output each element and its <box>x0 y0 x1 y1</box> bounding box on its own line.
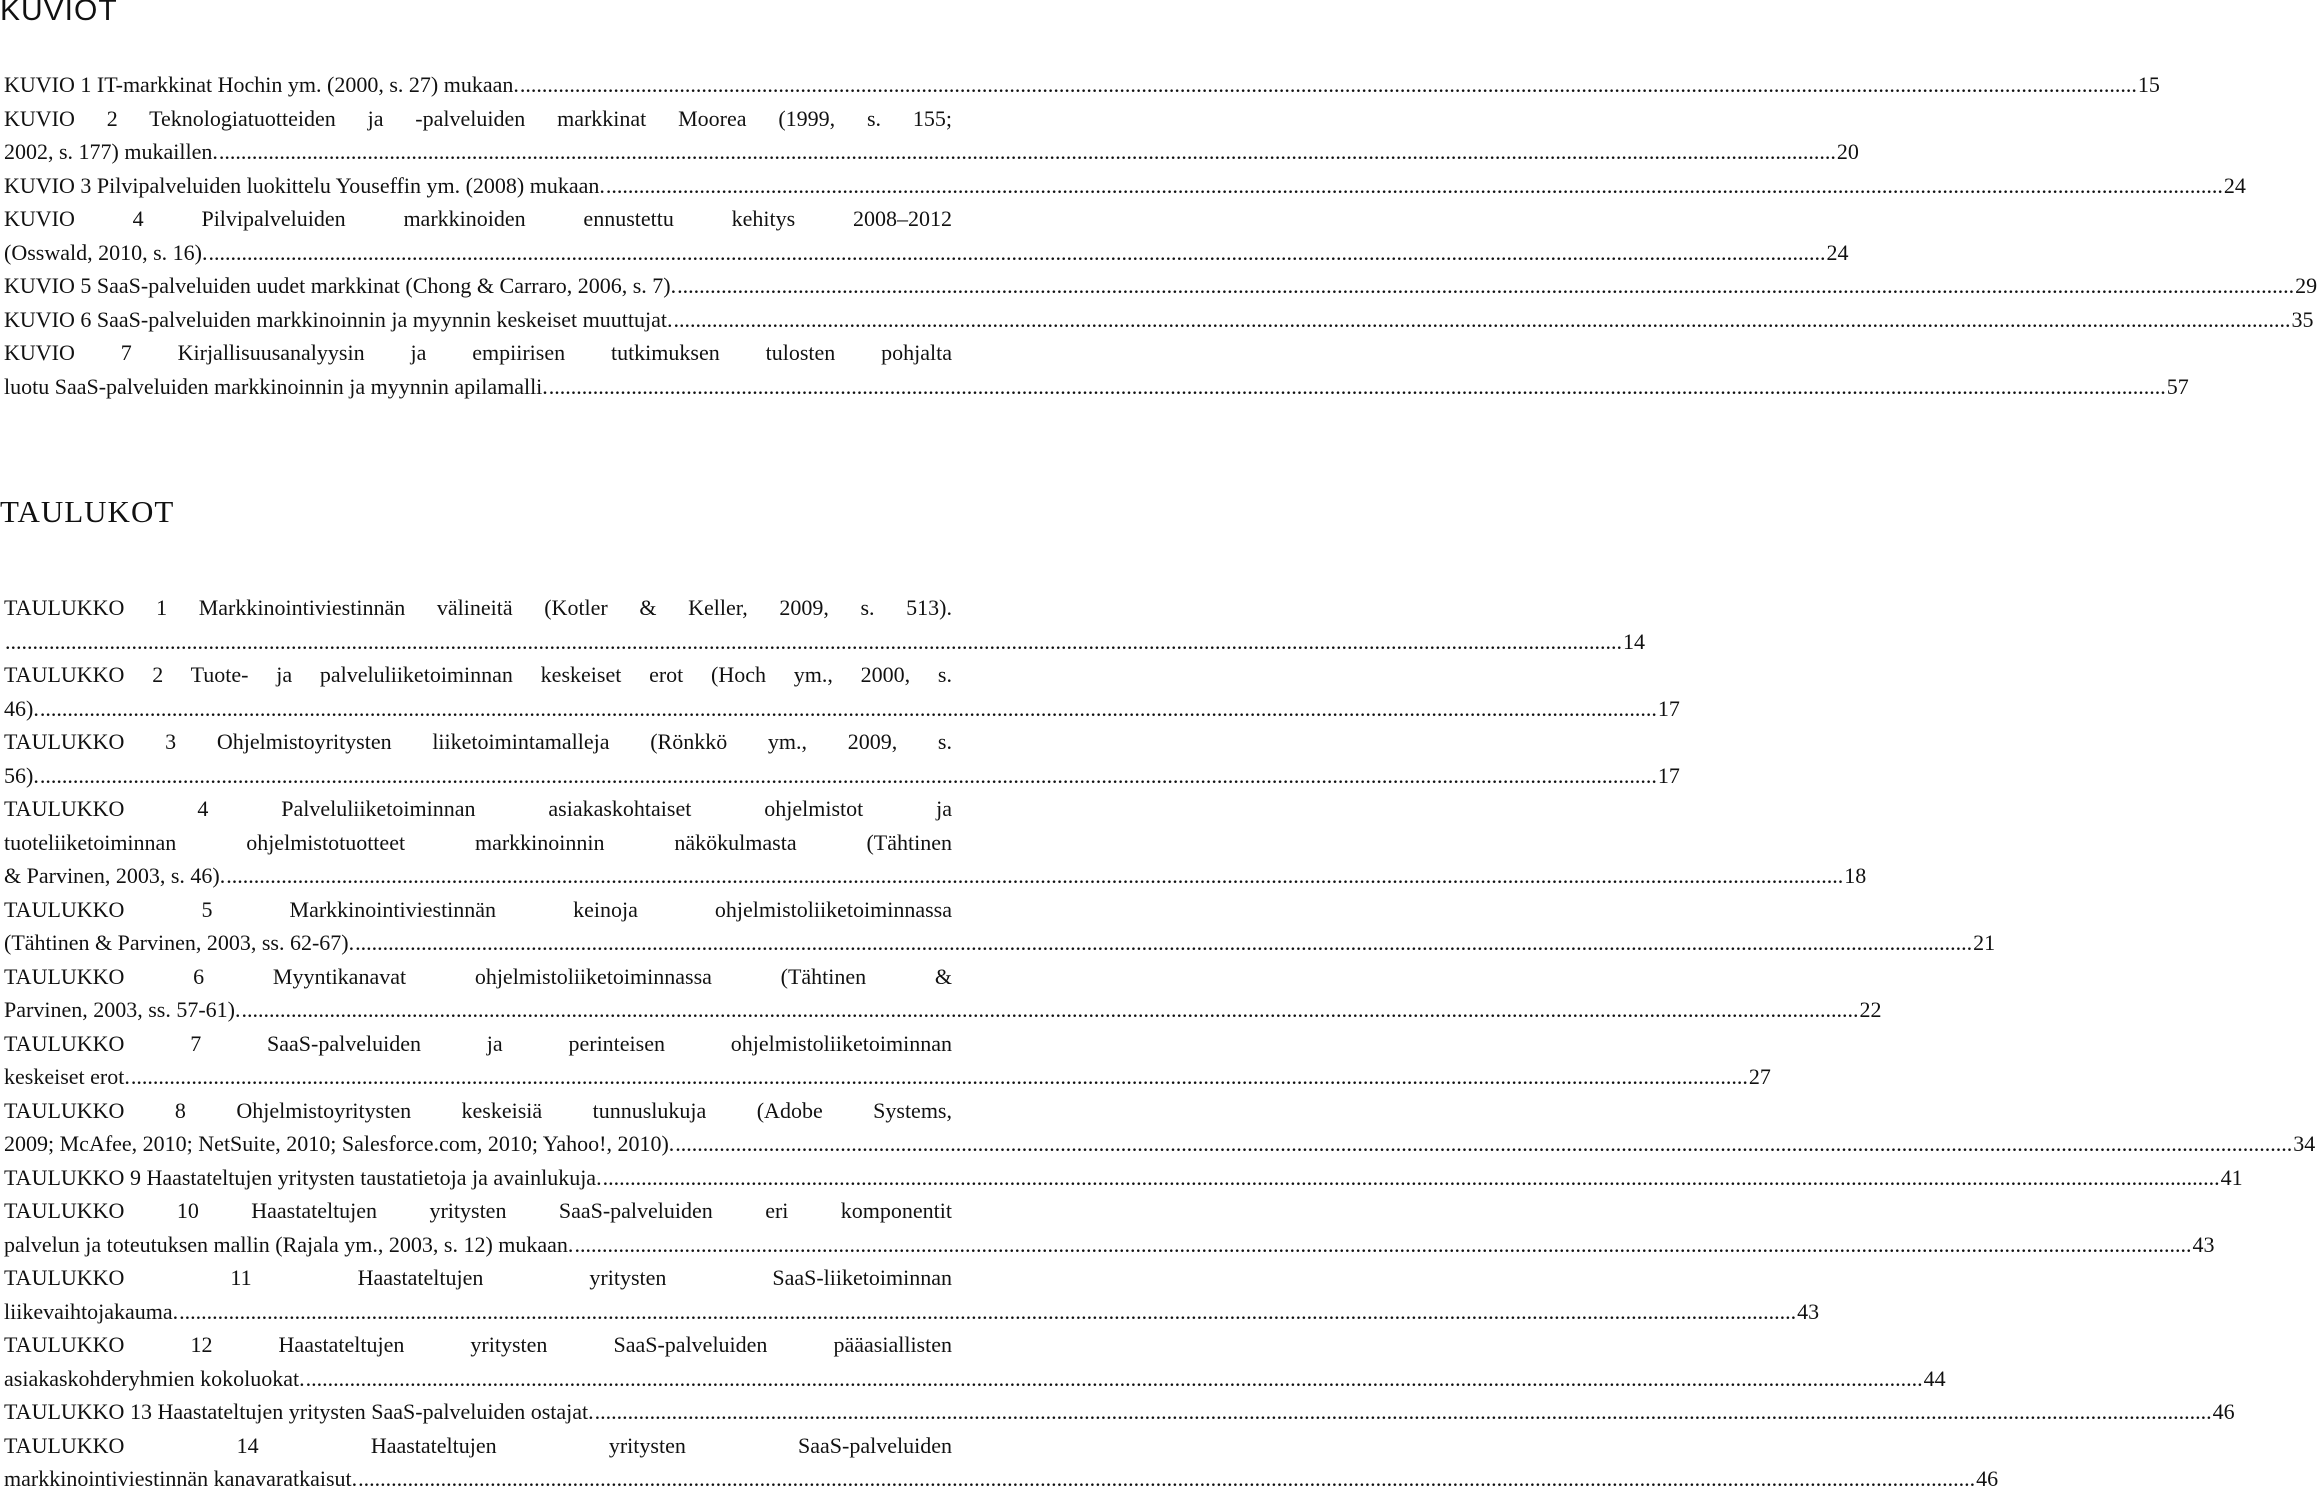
table-entry-title: keskeiset erot. <box>4 1064 130 1089</box>
figures-list <box>4 68 2317 403</box>
table-entry-title: palvelun ja toteutuksen mallin (Rajala ym., 2003, s. 12) mukaan. <box>4 1231 574 1257</box>
table-entry-page-number: 14 <box>1623 628 1645 654</box>
table-entry-title: Parvinen, 2003, ss. 57-61). <box>4 997 241 1022</box>
table-entry[interactable] <box>4 1328 1946 1395</box>
dot-leader <box>5 625 1622 659</box>
dot-leader <box>574 1228 2191 1262</box>
table-entry-title: (Tähtinen & Parvinen, 2003, ss. 62-67). <box>4 930 355 955</box>
figure-entry-title-line: KUVIO 7 Kirjallisuusanalyysin ja empiirisen tutkimuksen tulosten pohjalta <box>4 340 952 365</box>
table-entry-leader-line <box>4 1295 1820 1329</box>
table-entry-page-number: 17 <box>1657 695 1680 721</box>
table-entry-page-number: 41 <box>2220 1164 2243 1190</box>
dot-leader <box>677 269 2294 303</box>
figure-entry-page-number: 20 <box>1836 139 1859 164</box>
table-entry-page-number: 27 <box>1748 1064 1771 1089</box>
figure-entry-page-number: 57 <box>2166 373 2189 399</box>
table-entry[interactable] <box>4 725 1680 792</box>
table-entry-title: 46). <box>4 695 39 721</box>
figure-entry-page-number: 24 <box>2223 172 2246 198</box>
table-entry-page-number: 44 <box>1923 1365 1946 1391</box>
dot-leader <box>675 1127 2292 1161</box>
table-entry-title-line: TAULUKKO 11 Haastateltujen yritysten SaaS-liiketoiminnan <box>4 1265 952 1290</box>
figure-entry-page-number: 24 <box>1826 239 1849 265</box>
table-entry[interactable] <box>4 792 1867 893</box>
figure-entry[interactable] <box>4 169 2246 203</box>
table-entry-page-number: 17 <box>1657 762 1680 788</box>
dot-leader <box>355 926 1972 960</box>
dot-leader <box>209 236 1826 270</box>
dot-leader <box>358 1462 1975 1496</box>
figure-entry-leader-line <box>4 236 1849 270</box>
figure-entry-title: KUVIO 3 Pilvipalveluiden luokittelu Youseffin ym. (2008) mukaan. <box>4 172 605 198</box>
figure-entry[interactable] <box>4 303 2314 337</box>
dot-leader <box>306 1362 1923 1396</box>
dot-leader <box>595 1395 2212 1429</box>
table-entry-leader-line <box>4 625 1645 659</box>
table-entry-leader-line <box>4 1362 1946 1396</box>
table-entry-leader-line <box>4 926 1996 960</box>
table-entry-title-line: TAULUKKO 6 Myyntikanavat ohjelmistoliiketoiminnassa (Tähtinen & <box>4 963 952 989</box>
figure-entry[interactable] <box>4 336 2189 403</box>
figure-entry-page-number: 15 <box>2137 72 2160 97</box>
table-entry-leader-line <box>4 692 1680 726</box>
table-entry[interactable] <box>4 1261 1820 1328</box>
dot-leader <box>241 993 1858 1027</box>
table-entry-leader-line <box>4 1228 2215 1262</box>
figure-entry-title-line: KUVIO 4 Pilvipalveluiden markkinoiden ennustettu kehitys 2008–2012 <box>4 206 952 231</box>
dot-leader <box>603 1161 2220 1195</box>
table-entry-title: TAULUKKO 9 Haastateltujen yritysten taustatietoja ja avainlukuja. <box>4 1164 602 1190</box>
table-entry-page-number: 43 <box>2192 1231 2215 1257</box>
table-entry-title: liikevaihtojakauma. <box>4 1298 179 1324</box>
table-entry-title: asiakaskohderyhmien kokoluokat. <box>4 1365 305 1391</box>
table-entry-title-line: TAULUKKO 2 Tuote- ja palveluliiketoiminnan keskeiset erot (Hoch ym., 2000, s. <box>4 662 952 687</box>
table-entry[interactable] <box>4 658 1680 725</box>
table-entry-title-line: TAULUKKO 4 Palveluliiketoiminnan asiakaskohtaiset ohjelmistot ja <box>4 796 952 821</box>
table-entry-title-line: TAULUKKO 10 Haastateltujen yritysten SaaS-palveluiden eri komponentit <box>4 1198 952 1223</box>
figure-entry[interactable] <box>4 269 2317 303</box>
table-entry-title-line: TAULUKKO 5 Markkinointiviestinnän keinoja ohjelmistoliiketoiminnassa <box>4 896 952 922</box>
figure-entry-title: luotu SaaS-palveluiden markkinoinnin ja myynnin apilamalli. <box>4 373 548 399</box>
table-entry-leader-line <box>4 1161 2243 1195</box>
figure-entry-title: KUVIO 6 SaaS-palveluiden markkinoinnin ja myynnin keskeiset muuttujat. <box>4 306 673 332</box>
table-entry-leader-line <box>4 993 1882 1027</box>
table-entry-title-line: tuoteliiketoiminnan ohjelmistotuotteet markkinoinnin näkökulmasta (Tähtinen <box>4 829 952 855</box>
figure-entry-leader-line <box>4 370 2189 404</box>
figure-entry-title: KUVIO 1 IT-markkinat Hochin ym. (2000, s. 27) mukaan. <box>4 72 519 97</box>
table-entry[interactable] <box>4 1094 2316 1161</box>
figure-entry-page-number: 35 <box>2291 306 2314 332</box>
table-entry-leader-line <box>4 759 1680 793</box>
dot-leader <box>219 135 1836 169</box>
table-entry[interactable] <box>4 1027 1771 1094</box>
table-entry[interactable] <box>4 591 1645 658</box>
table-entry-leader-line <box>4 1462 1999 1496</box>
dot-leader <box>520 68 2137 102</box>
figure-entry-leader-line <box>4 269 2317 303</box>
table-entry-page-number: 22 <box>1859 997 1882 1022</box>
table-entry-page-number: 43 <box>1797 1298 1820 1324</box>
table-entry-title-line: TAULUKKO 1 Markkinointiviestinnän välineitä (Kotler & Keller, 2009, s. 513). <box>4 595 952 620</box>
figure-entry-leader-line <box>4 68 2160 102</box>
table-entry-page-number: 46 <box>1976 1466 1999 1491</box>
table-entry-page-number: 46 <box>2212 1399 2235 1424</box>
table-entry-title: TAULUKKO 13 Haastateltujen yritysten SaaS-palveluiden ostajat. <box>4 1399 594 1424</box>
figure-entry[interactable] <box>4 202 1849 269</box>
table-entry-title-line: TAULUKKO 7 SaaS-palveluiden ja perinteisen ohjelmistoliiketoiminnan <box>4 1030 952 1056</box>
dot-leader <box>226 859 1843 893</box>
table-entry-title-line: TAULUKKO 3 Ohjelmistoyritysten liiketoimintamalleja (Rönkkö ym., 2009, s. <box>4 729 952 754</box>
table-entry-page-number: 18 <box>1844 863 1867 888</box>
table-entry-title-line: TAULUKKO 12 Haastateltujen yritysten SaaS-palveluiden pääasiallisten <box>4 1332 952 1357</box>
figure-entry[interactable] <box>4 68 2160 102</box>
figure-entry-title: KUVIO 5 SaaS-palveluiden uudet markkinat (Chong & Carraro, 2006, s. 7). <box>4 273 677 298</box>
figures-heading: KUVIOT <box>0 0 118 27</box>
figure-entry-leader-line <box>4 135 1859 169</box>
figure-entry-title: (Osswald, 2010, s. 16). <box>4 239 208 265</box>
figure-entry-leader-line <box>4 303 2314 337</box>
table-entry-leader-line <box>4 1395 2235 1429</box>
table-entry[interactable] <box>4 1429 1999 1496</box>
table-entry[interactable] <box>4 960 1882 1027</box>
figure-entry-page-number: 29 <box>2295 273 2317 298</box>
table-entry-page-number: 34 <box>2293 1131 2316 1156</box>
figure-entry-title: 2002, s. 177) mukaillen. <box>4 139 218 164</box>
dot-leader <box>40 692 1657 726</box>
dot-leader <box>549 370 2166 404</box>
dot-leader <box>606 169 2223 203</box>
table-entry-title: markkinointiviestinnän kanavaratkaisut. <box>4 1466 358 1491</box>
table-entry[interactable] <box>4 1395 2235 1429</box>
table-entry-leader-line <box>4 859 1867 893</box>
table-entry[interactable] <box>4 1161 2243 1195</box>
dot-leader <box>131 1060 1748 1094</box>
table-entry-title-line: TAULUKKO 8 Ohjelmistoyritysten keskeisiä tunnuslukuja (Adobe Systems, <box>4 1097 952 1123</box>
tables-list <box>4 591 2316 1496</box>
figure-entry-leader-line <box>4 169 2246 203</box>
table-entry[interactable] <box>4 1194 2215 1261</box>
table-entry-title-line: TAULUKKO 14 Haastateltujen yritysten SaaS-palveluiden <box>4 1432 952 1458</box>
table-entry-page-number: 21 <box>1973 930 1996 955</box>
table-entry-title: 56). <box>4 762 39 788</box>
table-entry[interactable] <box>4 893 1996 960</box>
dot-leader <box>40 759 1657 793</box>
figure-entry[interactable] <box>4 102 1859 169</box>
tables-heading: TAULUKOT <box>0 494 175 529</box>
table-entry-title: 2009; McAfee, 2010; NetSuite, 2010; Salesforce.com, 2010; Yahoo!, 2010). <box>4 1131 675 1156</box>
table-entry-leader-line <box>4 1060 1771 1094</box>
figure-entry-title-line: KUVIO 2 Teknologiatuotteiden ja -palveluiden markkinat Moorea (1999, s. 155; <box>4 105 952 131</box>
dot-leader <box>179 1295 1796 1329</box>
dot-leader <box>673 303 2290 337</box>
table-entry-leader-line <box>4 1127 2316 1161</box>
table-entry-title: & Parvinen, 2003, s. 46). <box>4 863 226 888</box>
